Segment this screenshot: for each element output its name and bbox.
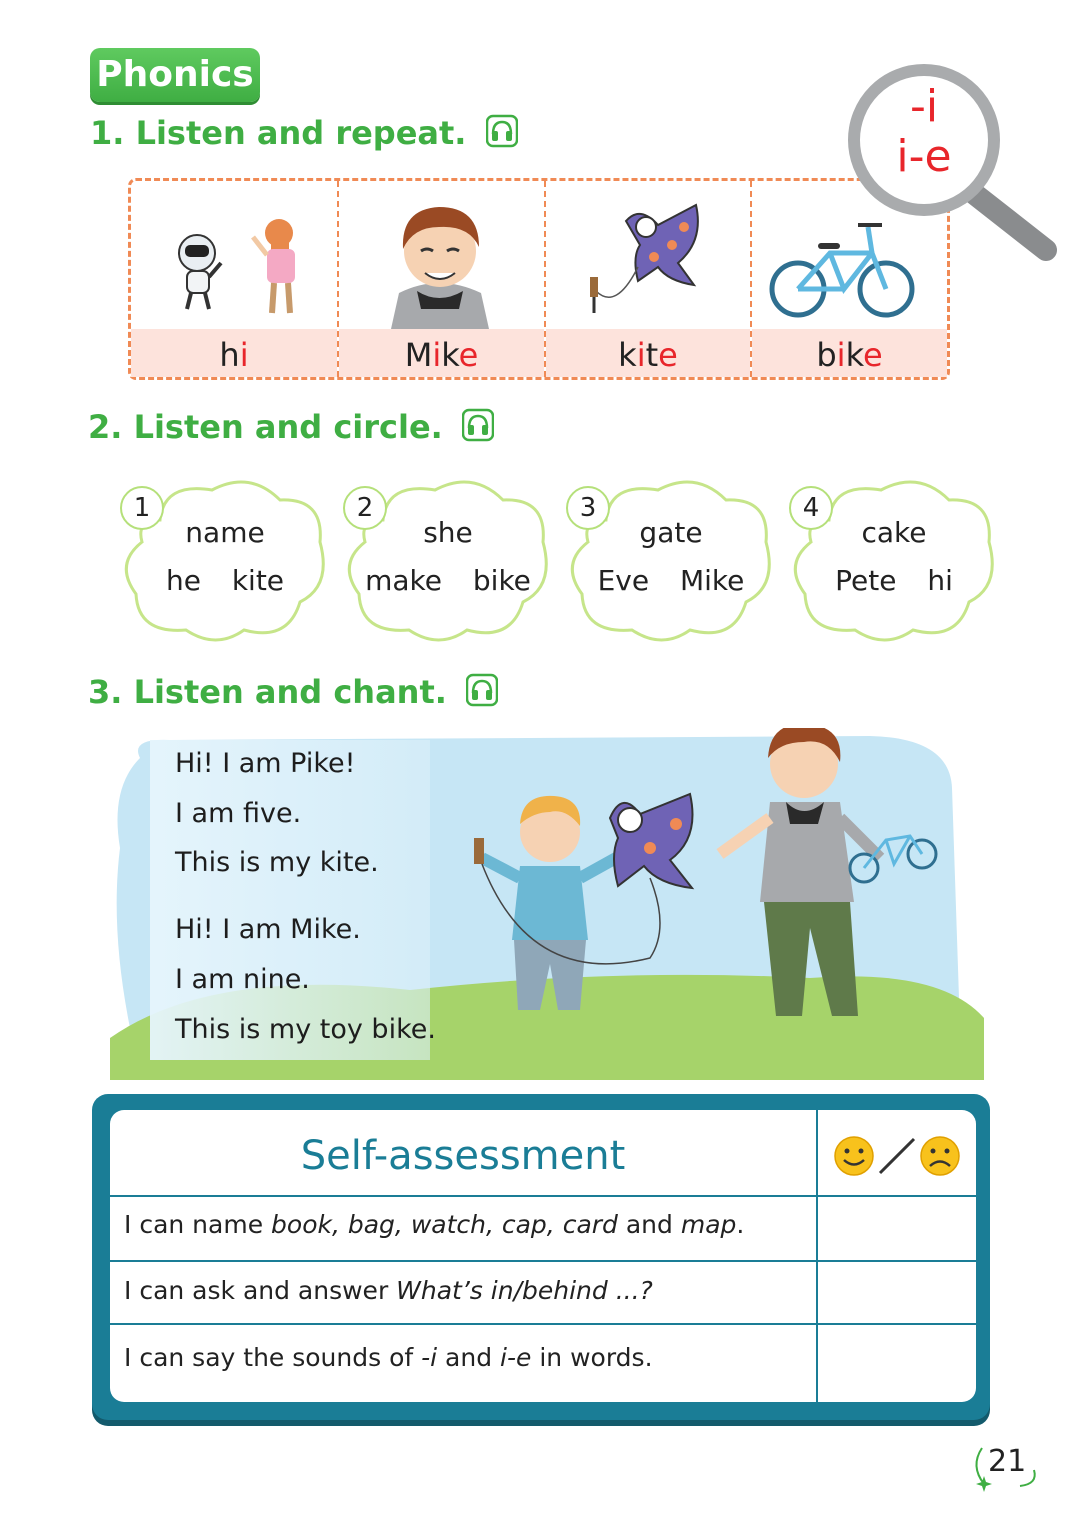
chant-line-3: This is my kite. (175, 847, 379, 878)
word-cloud-3 (566, 476, 776, 646)
word-hi: hi (131, 329, 337, 377)
self-assessment-check-cell-3[interactable] (818, 1325, 974, 1401)
cloud-words-bottom[interactable]: Pete hi (835, 564, 953, 597)
cloud-number: 3 (566, 486, 610, 530)
cloud-words-bottom[interactable]: he kite (165, 564, 285, 597)
headphones-icon[interactable] (466, 673, 498, 707)
word-mike: Mike (339, 329, 544, 377)
smile-and-sad-face-icons (832, 1133, 964, 1179)
chant-line-5: I am nine. (175, 964, 310, 995)
headphones-icon[interactable] (486, 114, 518, 148)
cloud-number: 2 (343, 486, 387, 530)
chant-text-panel (150, 740, 430, 1060)
section-2-heading-text: 2. Listen and circle. (88, 408, 443, 446)
word-cloud-4 (789, 476, 999, 646)
listen-repeat-box (128, 178, 950, 380)
self-assessment-title: Self-assessment (300, 1133, 626, 1179)
cloud-word-top[interactable]: she (423, 516, 473, 549)
section-1-heading (90, 114, 518, 152)
magnifier-sound-i-e: i-e (896, 131, 952, 182)
word-cloud-2 (343, 476, 553, 646)
section-3-heading-text: 3. Listen and chant. (88, 673, 447, 711)
magnifier-sound-minus-i: -i (909, 81, 939, 132)
robot-and-girl-picture (131, 181, 337, 329)
page-number: 21 (988, 1444, 1027, 1479)
phonics-tag: Phonics (90, 48, 260, 102)
word-kite: kite (546, 329, 750, 377)
smile-face-icon (835, 1137, 873, 1175)
chant-line-2: I am five. (175, 798, 302, 829)
cloud-word-top[interactable]: name (185, 516, 265, 549)
self-assessment-row-2: I can ask and answer What’s in/behind ...? (124, 1276, 653, 1305)
self-assessment-row-3: I can say the sounds of -i and i-e in words. (124, 1343, 653, 1372)
self-assessment-row-1: I can name book, bag, watch, cap, card and map. (124, 1210, 745, 1239)
word-cloud-1 (120, 476, 330, 646)
section-1-heading-text: 1. Listen and repeat. (90, 114, 467, 152)
cloud-word-top[interactable]: gate (639, 516, 703, 549)
self-assessment-check-cell-1[interactable] (818, 1197, 974, 1259)
cloud-words-bottom[interactable]: Eve Mike (597, 564, 745, 597)
cloud-word-top[interactable]: cake (861, 516, 927, 549)
sad-face-icon (921, 1137, 959, 1175)
word-card-hi[interactable] (131, 181, 337, 377)
cloud-number: 1 (120, 486, 164, 530)
chant-line-6: This is my toy bike. (175, 1014, 436, 1045)
word-card-kite[interactable] (546, 181, 750, 377)
chant-line-1: Hi! I am Pike! (175, 748, 356, 779)
section-3-heading (88, 673, 498, 711)
headphones-icon[interactable] (462, 408, 494, 442)
section-2-heading (88, 408, 494, 446)
self-assessment-check-cell-2[interactable] (818, 1262, 974, 1322)
mike-portrait-picture (339, 181, 544, 329)
word-bike: bike (752, 329, 947, 377)
kite-picture (546, 181, 750, 329)
word-card-mike[interactable] (339, 181, 544, 377)
chant-line-4: Hi! I am Mike. (175, 914, 361, 945)
cloud-number: 4 (789, 486, 833, 530)
cloud-words-bottom[interactable]: make bike (365, 564, 531, 597)
